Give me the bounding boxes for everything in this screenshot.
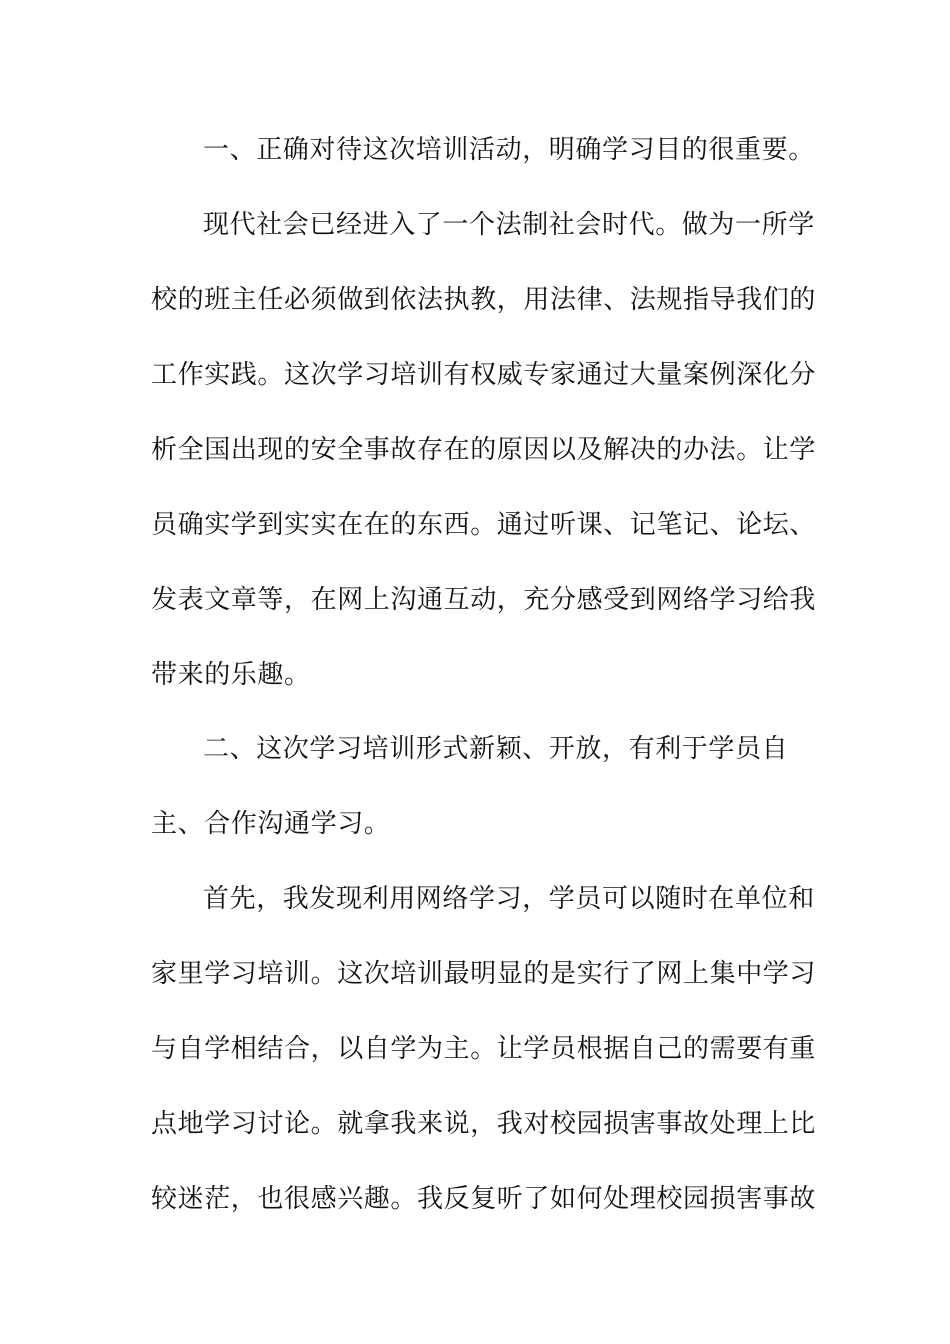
- paragraph-line: 点地学习讨论。就拿我来说，我对校园损害事故处理上比: [151, 1109, 817, 1139]
- paragraph-line: 家里学习培训。这次培训最明显的是实行了网上集中学习: [151, 959, 817, 989]
- paragraph-line: 带来的乐趣。: [151, 660, 311, 690]
- paragraph-line: 员确实学到实实在在的东西。通过听课、记笔记、论坛、: [151, 510, 817, 540]
- paragraph-line: 现代社会已经进入了一个法制社会时代。做为一所学: [203, 210, 815, 240]
- paragraph-line: 校的班主任必须做到依法执教，用法律、法规指导我们的: [151, 285, 817, 315]
- paragraph-line: 发表文章等，在网上沟通互动，充分感受到网络学习给我: [151, 585, 817, 615]
- paragraph-line: 与自学相结合，以自学为主。让学员根据自己的需要有重: [151, 1034, 817, 1064]
- paragraph-line: 工作实践。这次学习培训有权威专家通过大量案例深化分: [151, 360, 817, 390]
- heading-1: 一、正确对待这次培训活动，明确学习目的很重要。: [203, 135, 815, 165]
- paragraph-line: 较迷茫，也很感兴趣。我反复听了如何处理校园损害事故: [151, 1184, 817, 1214]
- paragraph-line: 首先，我发现利用网络学习，学员可以随时在单位和: [203, 884, 815, 914]
- heading-2: 二、这次学习培训形式新颖、开放，有利于学员自: [203, 734, 789, 764]
- paragraph-line: 析全国出现的安全事故存在的原因以及解决的办法。让学: [151, 435, 817, 465]
- heading-2-continued: 主、合作沟通学习。: [151, 809, 391, 839]
